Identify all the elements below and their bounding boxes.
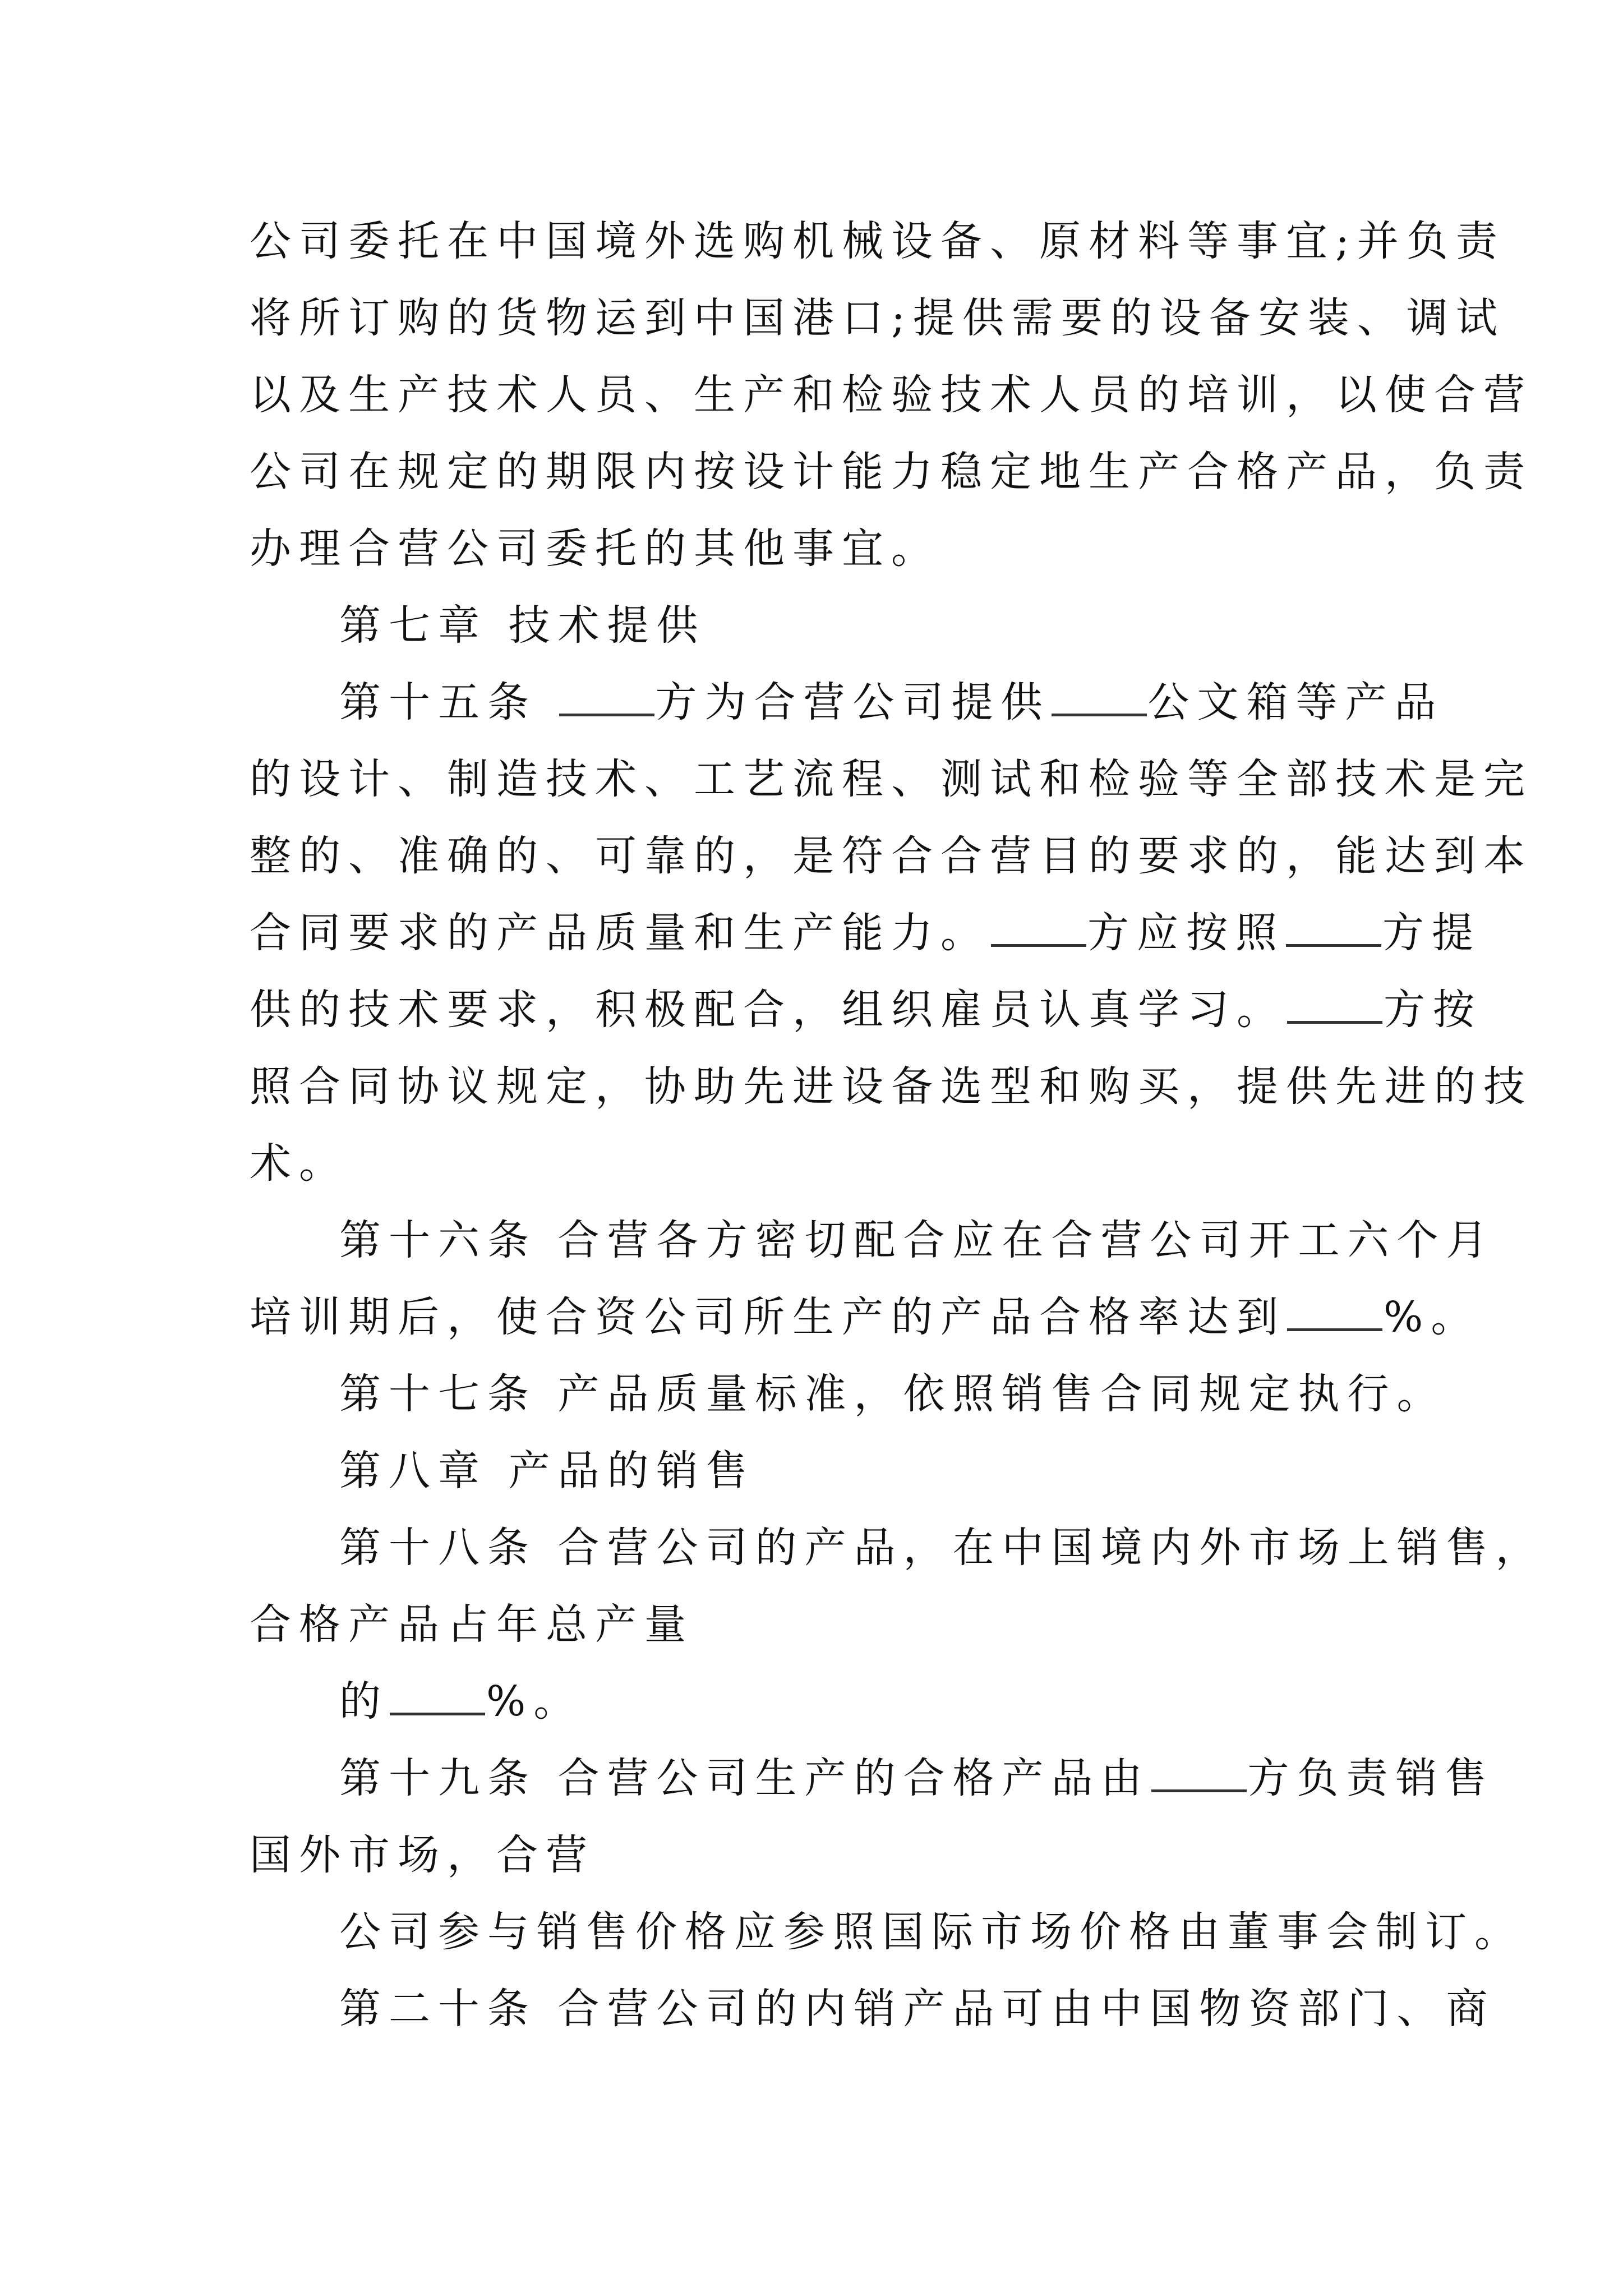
article-20-line-1: 第二十条 合营公司的内销产品可由中国物资部门、商 (339, 1985, 1496, 2033)
article-15-line-5-a: 供的技术要求，积极配合，组织雇员认真学习。 (250, 986, 1286, 1034)
article-19-line-2: 国外市场，合营 (250, 1831, 595, 1879)
article-15-line-4-a: 合同要求的产品质量和生产能力。 (250, 909, 990, 957)
blank-field (1286, 912, 1381, 947)
article-16-line-1: 第十六条 合营各方密切配合应在合营公司开工六个月 (339, 1216, 1496, 1264)
blank-field (1287, 988, 1382, 1024)
article-18-line-2: 合格产品占年总产量 (250, 1600, 694, 1649)
article-15-text-b: 公文箱等产品 (1147, 678, 1444, 726)
article-16-line-2-b: %。 (1384, 1293, 1481, 1341)
article-15-line-1 (250, 664, 1444, 741)
article-18-line-3-b: %。 (486, 1677, 583, 1726)
article-19-line-1-b: 方负责销售 (1247, 1754, 1495, 1802)
article-15-text-a: 方为合营公司提供 (655, 678, 1050, 726)
article-18-line-1: 第十八条 合营公司的产品，在中国境内外市场上销售， (339, 1524, 1545, 1572)
blank-field (991, 912, 1086, 947)
body-line-1: 公司委托在中国境外选购机械设备、原材料等事宜;并负责 (250, 217, 1505, 265)
document-body (250, 203, 1545, 2047)
article-16-line-2 (250, 1279, 1481, 1356)
article-15-line-5-b: 方按 (1384, 986, 1482, 1034)
article-15-line-4 (250, 895, 1481, 972)
article-15-line-3: 整的、准确的、可靠的，是符合合营目的要求的，能达到本 (250, 832, 1533, 880)
article-15-line-5 (250, 972, 1482, 1048)
article-15-line-4-c: 方提 (1382, 909, 1481, 957)
article-15-line-2: 的设计、制造技术、工艺流程、测试和检验等全部技术是完 (250, 755, 1533, 803)
body-line-5: 办理合营公司委托的其他事宜。 (250, 524, 940, 573)
body-line-2: 将所订购的货物运到中国港口;提供需要的设备安装、调试 (250, 294, 1505, 342)
body-line-4: 公司在规定的期限内按设计能力稳定地生产合格产品，负责 (250, 448, 1533, 496)
article-18-line-3 (250, 1663, 1388, 1740)
article-15-line-6: 照合同协议规定，协助先进设备选型和购买，提供先进的技 (250, 1062, 1533, 1111)
article-15-label: 第十五条 (339, 678, 537, 726)
chapter-7-heading: 第七章 技术提供 (339, 601, 706, 650)
body-line-3: 以及生产技术人员、生产和检验技术人员的培训，以使合营 (250, 371, 1533, 419)
article-18-line-3-a: 的 (339, 1677, 389, 1726)
article-15-line-4-b: 方应按照 (1087, 909, 1285, 957)
article-19-line-1-a: 第十九条 合营公司生产的合格产品由 (339, 1754, 1150, 1802)
blank-field (1052, 681, 1147, 716)
article-19-line-1 (250, 1740, 1495, 1817)
blank-field (559, 681, 654, 716)
chapter-8-heading: 第八章 产品的销售 (339, 1447, 755, 1495)
blank-field (1287, 1296, 1382, 1331)
blank-field (390, 1680, 485, 1715)
article-15-line-7: 术。 (250, 1139, 348, 1188)
blank-field (1151, 1757, 1247, 1792)
article-19-line-3: 公司参与销售价格应参照国际市场价格由董事会制订。 (339, 1908, 1524, 1956)
article-17-line-1: 第十七条 产品质量标准，依照销售合同规定执行。 (339, 1370, 1446, 1418)
article-16-line-2-a: 培训期后，使合资公司所生产的产品合格率达到 (250, 1293, 1286, 1341)
